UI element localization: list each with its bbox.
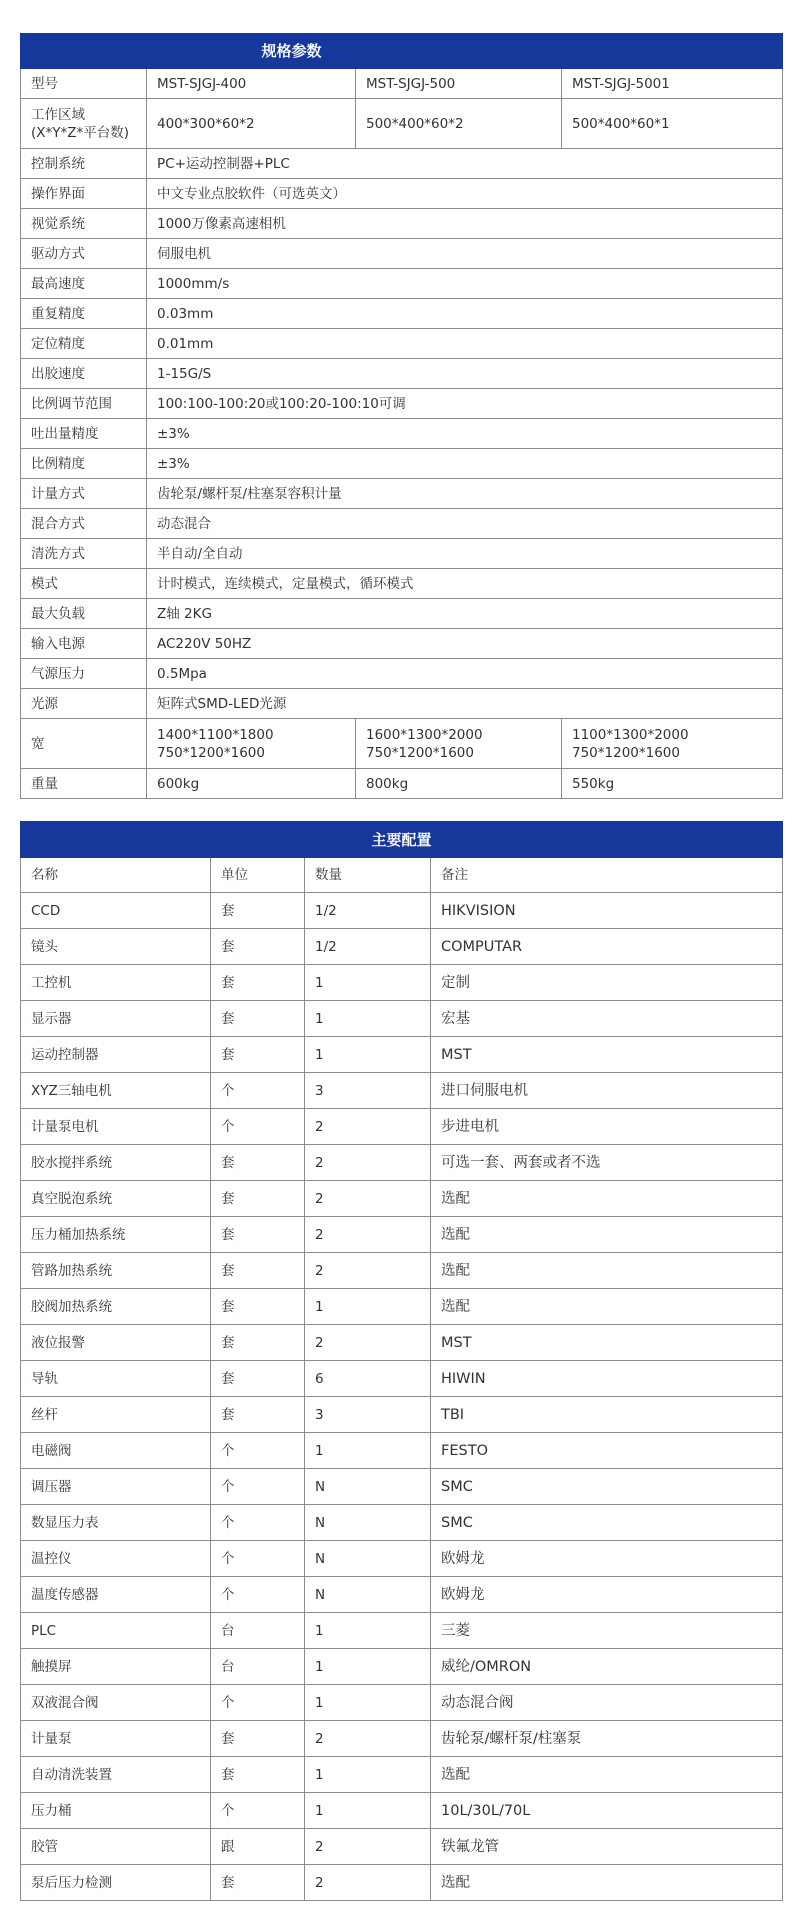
config-qty-cell: N: [305, 1469, 431, 1505]
spec-value: 伺服电机: [147, 239, 783, 269]
spec-value: 中文专业点胶软件（可选英文）: [147, 179, 783, 209]
config-note-cell: COMPUTAR: [431, 929, 783, 965]
config-row: [21, 965, 783, 1001]
spec-row: [21, 689, 783, 719]
config-row: [21, 1685, 783, 1721]
spec-size-line: 750*1200*1600: [572, 744, 680, 761]
config-row: [21, 1289, 783, 1325]
spec-work-area-value: 500*400*60*2: [356, 99, 562, 149]
spec-value: Z轴 2KG: [147, 599, 783, 629]
spec-value: 计时模式，连续模式，定量模式，循环模式: [147, 569, 783, 599]
config-unit-cell: 个: [211, 1793, 305, 1829]
spec-value: ±3%: [147, 419, 783, 449]
config-column-headers: [21, 858, 783, 893]
spec-label: 最高速度: [21, 269, 147, 299]
config-note-cell: 选配: [431, 1181, 783, 1217]
config-name-cell: 胶阀加热系统: [21, 1289, 211, 1325]
spec-value: 矩阵式SMD-LED光源: [147, 689, 783, 719]
config-name-cell: 管路加热系统: [21, 1253, 211, 1289]
config-note-cell: SMC: [431, 1505, 783, 1541]
spec-label: 出胶速度: [21, 359, 147, 389]
config-col-name: 名称: [21, 858, 211, 893]
config-unit-cell: 套: [211, 965, 305, 1001]
config-unit-cell: 套: [211, 1865, 305, 1901]
spec-label: 清洗方式: [21, 539, 147, 569]
spec-row: [21, 149, 783, 179]
config-note-cell: 三菱: [431, 1613, 783, 1649]
config-unit-cell: 套: [211, 1217, 305, 1253]
config-name-cell: 运动控制器: [21, 1037, 211, 1073]
spec-row: [21, 359, 783, 389]
config-row: [21, 1433, 783, 1469]
config-name-cell: 显示器: [21, 1001, 211, 1037]
config-qty-cell: 1: [305, 1289, 431, 1325]
config-row: [21, 1829, 783, 1865]
spec-value: AC220V 50HZ: [147, 629, 783, 659]
config-row: [21, 929, 783, 965]
config-name-cell: XYZ三轴电机: [21, 1073, 211, 1109]
config-note-cell: HIKVISION: [431, 893, 783, 929]
spec-value: ±3%: [147, 449, 783, 479]
config-note-cell: 选配: [431, 1253, 783, 1289]
config-name-cell: 胶水搅拌系统: [21, 1145, 211, 1181]
config-note-cell: 动态混合阀: [431, 1685, 783, 1721]
config-unit-cell: 个: [211, 1433, 305, 1469]
spec-work-area-value: 400*300*60*2: [147, 99, 356, 149]
spec-value: 0.03mm: [147, 299, 783, 329]
config-unit-cell: 套: [211, 1145, 305, 1181]
config-unit-cell: 套: [211, 1325, 305, 1361]
spec-size-row: [21, 719, 783, 769]
spec-label: 输入电源: [21, 629, 147, 659]
config-note-cell: 定制: [431, 965, 783, 1001]
config-name-cell: 镜头: [21, 929, 211, 965]
spec-model-value: MST-SJGJ-400: [147, 69, 356, 99]
config-qty-cell: 2: [305, 1109, 431, 1145]
spec-weight-value: 550kg: [562, 769, 783, 799]
config-row: [21, 1181, 783, 1217]
config-note-cell: 威纶/OMRON: [431, 1649, 783, 1685]
config-row: [21, 1613, 783, 1649]
spec-model-row: [21, 69, 783, 99]
spec-size-line: 1100*1300*2000: [572, 726, 689, 743]
spec-row: [21, 209, 783, 239]
config-name-cell: 压力桶加热系统: [21, 1217, 211, 1253]
spec-header-row: [21, 34, 783, 69]
config-unit-cell: 个: [211, 1541, 305, 1577]
spec-value: 半自动/全自动: [147, 539, 783, 569]
config-unit-cell: 套: [211, 1397, 305, 1433]
spec-value: 100:100-100:20或100:20-100:10可调: [147, 389, 783, 419]
spec-label: 操作界面: [21, 179, 147, 209]
spec-size-line: 1600*1300*2000: [366, 726, 483, 743]
config-qty-cell: 3: [305, 1397, 431, 1433]
spec-label: 光源: [21, 689, 147, 719]
config-name-cell: 调压器: [21, 1469, 211, 1505]
config-note-cell: 铁氟龙管: [431, 1829, 783, 1865]
config-row: [21, 1793, 783, 1829]
config-name-cell: 温度传感器: [21, 1577, 211, 1613]
config-unit-cell: 套: [211, 893, 305, 929]
spec-row: [21, 599, 783, 629]
config-qty-cell: N: [305, 1541, 431, 1577]
spec-row: [21, 389, 783, 419]
config-row: [21, 1325, 783, 1361]
config-row: [21, 1397, 783, 1433]
config-qty-cell: 2: [305, 1145, 431, 1181]
config-qty-cell: 1: [305, 1649, 431, 1685]
config-qty-cell: 1: [305, 1037, 431, 1073]
config-note-cell: FESTO: [431, 1433, 783, 1469]
config-note-cell: 10L/30L/70L: [431, 1793, 783, 1829]
spec-work-area-value: 500*400*60*1: [562, 99, 783, 149]
spec-model-value: MST-SJGJ-500: [356, 69, 562, 99]
config-unit-cell: 台: [211, 1613, 305, 1649]
config-title: 主要配置: [21, 822, 783, 858]
config-row: [21, 1505, 783, 1541]
config-row: [21, 1649, 783, 1685]
config-name-cell: 胶管: [21, 1829, 211, 1865]
spec-row: [21, 479, 783, 509]
spec-size-line: 750*1200*1600: [366, 744, 474, 761]
config-row: [21, 1073, 783, 1109]
config-qty-cell: 2: [305, 1829, 431, 1865]
spec-label: [21, 99, 147, 149]
spec-weight-value: 600kg: [147, 769, 356, 799]
spec-label: 混合方式: [21, 509, 147, 539]
config-row: [21, 1721, 783, 1757]
config-name-cell: 真空脱泡系统: [21, 1181, 211, 1217]
spec-label: 气源压力: [21, 659, 147, 689]
config-qty-cell: 1: [305, 1433, 431, 1469]
spec-size-value: [562, 719, 783, 769]
spec-size-line: 1400*1100*1800: [157, 726, 274, 743]
config-col-unit: 单位: [211, 858, 305, 893]
config-qty-cell: 2: [305, 1217, 431, 1253]
spec-row: [21, 239, 783, 269]
spec-row: [21, 569, 783, 599]
spec-value: PC+运动控制器+PLC: [147, 149, 783, 179]
config-unit-cell: 个: [211, 1505, 305, 1541]
config-row: [21, 1037, 783, 1073]
config-name-cell: 压力桶: [21, 1793, 211, 1829]
spec-row: [21, 419, 783, 449]
config-note-cell: 选配: [431, 1865, 783, 1901]
config-name-cell: PLC: [21, 1613, 211, 1649]
config-note-cell: SMC: [431, 1469, 783, 1505]
config-row: [21, 1469, 783, 1505]
config-note-cell: MST: [431, 1325, 783, 1361]
spec-value: 1-15G/S: [147, 359, 783, 389]
config-qty-cell: 3: [305, 1073, 431, 1109]
config-unit-cell: 个: [211, 1577, 305, 1613]
config-row: [21, 1145, 783, 1181]
spec-row: [21, 299, 783, 329]
spec-label: 比例精度: [21, 449, 147, 479]
config-note-cell: 步进电机: [431, 1109, 783, 1145]
spec-label: 计量方式: [21, 479, 147, 509]
spec-value: 0.01mm: [147, 329, 783, 359]
config-name-cell: 数显压力表: [21, 1505, 211, 1541]
config-note-cell: 可选一套、两套或者不选: [431, 1145, 783, 1181]
config-name-cell: 液位报警: [21, 1325, 211, 1361]
spec-label: 宽: [21, 719, 147, 769]
config-qty-cell: 2: [305, 1721, 431, 1757]
config-note-cell: 选配: [431, 1217, 783, 1253]
spec-row: [21, 179, 783, 209]
config-unit-cell: 套: [211, 1037, 305, 1073]
spec-value: 动态混合: [147, 509, 783, 539]
spec-label: 吐出量精度: [21, 419, 147, 449]
config-qty-cell: 1: [305, 1685, 431, 1721]
config-row: [21, 1541, 783, 1577]
spec-size-line: 750*1200*1600: [157, 744, 265, 761]
spec-label: 控制系统: [21, 149, 147, 179]
config-unit-cell: 个: [211, 1073, 305, 1109]
spec-size-value: [147, 719, 356, 769]
config-qty-cell: 1/2: [305, 893, 431, 929]
config-qty-cell: 2: [305, 1325, 431, 1361]
spec-label-line: (X*Y*Z*平台数): [31, 124, 130, 141]
spec-label: 定位精度: [21, 329, 147, 359]
config-qty-cell: 6: [305, 1361, 431, 1397]
config-name-cell: 导轨: [21, 1361, 211, 1397]
spec-label: 模式: [21, 569, 147, 599]
config-row: [21, 1109, 783, 1145]
spec-label: 驱动方式: [21, 239, 147, 269]
config-unit-cell: 套: [211, 1001, 305, 1037]
config-note-cell: 欧姆龙: [431, 1577, 783, 1613]
spec-label: 比例调节范围: [21, 389, 147, 419]
config-unit-cell: 套: [211, 1253, 305, 1289]
spec-value: 0.5Mpa: [147, 659, 783, 689]
config-unit-cell: 套: [211, 1721, 305, 1757]
config-qty-cell: 1: [305, 1757, 431, 1793]
spec-title-text: 规格参数: [261, 42, 322, 60]
config-col-qty: 数量: [305, 858, 431, 893]
spec-weight-row: [21, 769, 783, 799]
config-col-note: 备注: [431, 858, 783, 893]
config-name-cell: 触摸屏: [21, 1649, 211, 1685]
config-qty-cell: 1: [305, 1793, 431, 1829]
spec-row: [21, 629, 783, 659]
config-note-cell: 选配: [431, 1757, 783, 1793]
config-row: [21, 893, 783, 929]
config-unit-cell: 套: [211, 929, 305, 965]
spec-work-area-row: [21, 99, 783, 149]
config-name-cell: 温控仪: [21, 1541, 211, 1577]
config-name-cell: 双液混合阀: [21, 1685, 211, 1721]
config-qty-cell: N: [305, 1505, 431, 1541]
spec-weight-value: 800kg: [356, 769, 562, 799]
config-row: [21, 1865, 783, 1901]
config-name-cell: 泵后压力检测: [21, 1865, 211, 1901]
spec-label: 视觉系统: [21, 209, 147, 239]
config-name-cell: 丝杆: [21, 1397, 211, 1433]
config-unit-cell: 套: [211, 1181, 305, 1217]
spec-label-line: 工作区域: [31, 106, 85, 123]
config-unit-cell: 套: [211, 1757, 305, 1793]
spec-size-value: [356, 719, 562, 769]
spec-label: 型号: [21, 69, 147, 99]
config-note-cell: 宏基: [431, 1001, 783, 1037]
config-qty-cell: 1: [305, 965, 431, 1001]
config-note-cell: TBI: [431, 1397, 783, 1433]
spec-label: 重复精度: [21, 299, 147, 329]
config-qty-cell: 2: [305, 1181, 431, 1217]
spec-table: [20, 33, 783, 799]
config-note-cell: HIWIN: [431, 1361, 783, 1397]
config-row: [21, 1361, 783, 1397]
config-name-cell: 自动清洗装置: [21, 1757, 211, 1793]
config-note-cell: 进口伺服电机: [431, 1073, 783, 1109]
spec-title: [21, 34, 783, 69]
config-note-cell: MST: [431, 1037, 783, 1073]
config-header-row: [21, 822, 783, 858]
config-unit-cell: 跟: [211, 1829, 305, 1865]
config-qty-cell: 1: [305, 1613, 431, 1649]
spec-row: [21, 269, 783, 299]
config-row: [21, 1577, 783, 1613]
config-unit-cell: 套: [211, 1361, 305, 1397]
config-unit-cell: 个: [211, 1109, 305, 1145]
spec-value: 1000mm/s: [147, 269, 783, 299]
config-note-cell: 欧姆龙: [431, 1541, 783, 1577]
config-note-cell: 选配: [431, 1289, 783, 1325]
config-qty-cell: 2: [305, 1253, 431, 1289]
config-row: [21, 1001, 783, 1037]
config-qty-cell: 1: [305, 1001, 431, 1037]
spec-label: 重量: [21, 769, 147, 799]
config-qty-cell: 2: [305, 1865, 431, 1901]
config-note-cell: 齿轮泵/螺杆泵/柱塞泵: [431, 1721, 783, 1757]
config-unit-cell: 台: [211, 1649, 305, 1685]
config-unit-cell: 套: [211, 1289, 305, 1325]
config-name-cell: 计量泵: [21, 1721, 211, 1757]
spec-row: [21, 539, 783, 569]
spec-label: 最大负载: [21, 599, 147, 629]
spec-row: [21, 659, 783, 689]
config-name-cell: 电磁阀: [21, 1433, 211, 1469]
spec-value: 齿轮泵/螺杆泵/柱塞泵容积计量: [147, 479, 783, 509]
spec-row: [21, 509, 783, 539]
spec-value: 1000万像素高速相机: [147, 209, 783, 239]
config-table: [20, 821, 783, 1901]
config-row: [21, 1757, 783, 1793]
spec-row: [21, 449, 783, 479]
config-qty-cell: 1/2: [305, 929, 431, 965]
spec-row: [21, 329, 783, 359]
config-row: [21, 1253, 783, 1289]
config-unit-cell: 个: [211, 1469, 305, 1505]
spec-model-value: MST-SJGJ-5001: [562, 69, 783, 99]
config-name-cell: CCD: [21, 893, 211, 929]
config-qty-cell: N: [305, 1577, 431, 1613]
config-row: [21, 1217, 783, 1253]
config-name-cell: 计量泵电机: [21, 1109, 211, 1145]
config-unit-cell: 个: [211, 1685, 305, 1721]
config-name-cell: 工控机: [21, 965, 211, 1001]
